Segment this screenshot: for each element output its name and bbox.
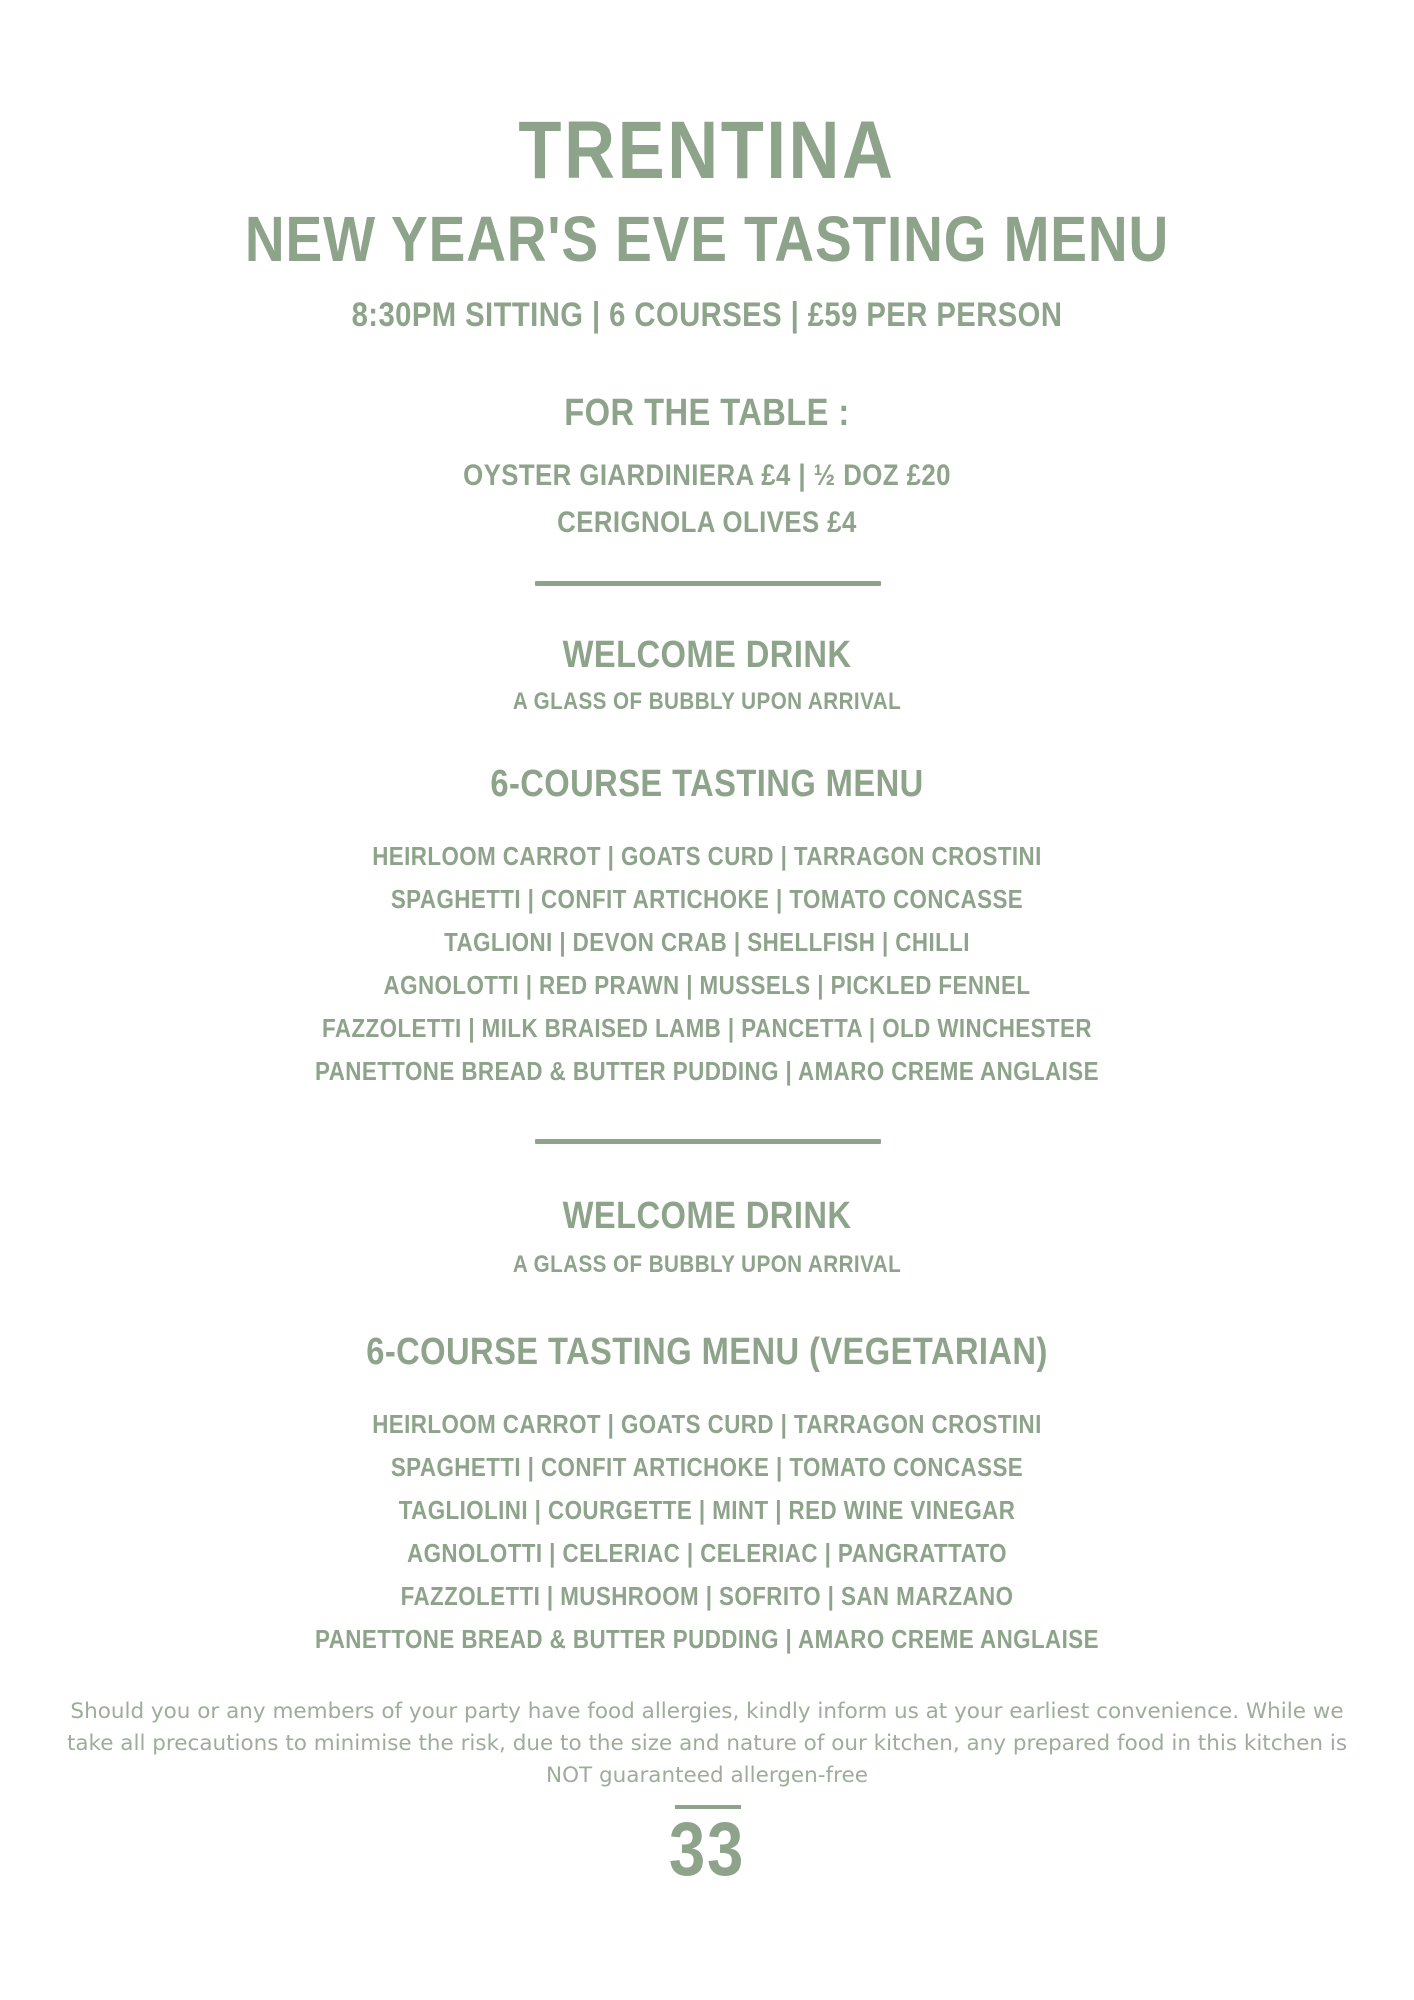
allergy-note: Should you or any members of your party have food allergies, kindly inform us at your earliest convenience. While we take all precautions to minimise the risk, due to the size and nature of our kitchen, any prepared food in this kitchen is NOT guaranteed allergen-free [66, 1699, 1348, 1788]
menu-title-wrap [0, 202, 1414, 276]
sitting-details: 8:30PM SITTING | 6 COURSES | £59 PER PERSON [351, 296, 1063, 334]
welcome-drink-section [0, 634, 1414, 677]
details-wrap [0, 296, 1414, 335]
course-item: PANETTONE BREAD & BUTTER PUDDING | AMARO CREME ANGLAISE [315, 1624, 1099, 1654]
page-number-wrap [0, 1806, 1414, 1893]
course-item: SPAGHETTI | CONFIT ARTICHOKE | TOMATO CONCASSE [390, 1452, 1024, 1482]
course-item: AGNOLOTTI | CELERIAC | CELERIAC | PANGRATTATO [406, 1538, 1008, 1568]
for-the-table-section [0, 392, 1414, 435]
course-item: TAGLIONI | DEVON CRAB | SHELLFISH | CHILLI [444, 927, 970, 957]
vegetarian-menu-courses [0, 1403, 1414, 1661]
course-item: SPAGHETTI | CONFIT ARTICHOKE | TOMATO CONCASSE [390, 884, 1024, 914]
course-item: HEIRLOOM CARROT | GOATS CURD | TARRAGON CROSTINI [372, 841, 1042, 871]
course-item: TAGLIOLINI | COURGETTE | MINT | RED WINE VINEGAR [398, 1495, 1016, 1525]
restaurant-name: TRENTINA [518, 105, 896, 196]
welcome-drink-text-wrap [0, 688, 1414, 716]
for-the-table-item: OYSTER GIARDINIERA £4 | ½ DOZ £20 [463, 459, 951, 492]
for-the-table-heading: FOR THE TABLE : [564, 392, 850, 434]
course-item: FAZZOLETTI | MUSHROOM | SOFRITO | SAN MARZANO [400, 1581, 1014, 1611]
vegetarian-tasting-menu-heading: 6-COURSE TASTING MENU (VEGETARIAN) [366, 1331, 1048, 1373]
welcome-drink-heading: WELCOME DRINK [562, 1195, 852, 1237]
for-the-table-item-wrap-2 [0, 506, 1414, 540]
for-the-table-item-wrap-1 [0, 459, 1414, 493]
tasting-menu-heading-wrap [0, 763, 1414, 806]
section-divider [535, 581, 881, 586]
course-item: PANETTONE BREAD & BUTTER PUDDING | AMARO CREME ANGLAISE [315, 1056, 1099, 1086]
header [0, 104, 1414, 198]
section-divider [535, 1139, 881, 1144]
veg-welcome-drink-text-wrap [0, 1251, 1414, 1279]
tasting-menu-courses [0, 835, 1414, 1093]
course-item: FAZZOLETTI | MILK BRAISED LAMB | PANCETTA | OLD WINCHESTER [322, 1013, 1092, 1043]
course-item: AGNOLOTTI | RED PRAWN | MUSSELS | PICKLED FENNEL [383, 970, 1031, 1000]
menu-title: NEW YEAR'S EVE TASTING MENU [244, 203, 1170, 275]
veg-welcome-drink-section [0, 1195, 1414, 1238]
welcome-drink-text: A GLASS OF BUBBLY UPON ARRIVAL [512, 688, 902, 715]
veg-tasting-menu-heading-wrap [0, 1331, 1414, 1374]
for-the-table-item: CERIGNOLA OLIVES £4 [557, 506, 857, 539]
page-number: 33 [668, 1807, 746, 1892]
tasting-menu-heading: 6-COURSE TASTING MENU [490, 763, 924, 805]
welcome-drink-heading: WELCOME DRINK [562, 634, 852, 676]
course-item: HEIRLOOM CARROT | GOATS CURD | TARRAGON CROSTINI [372, 1409, 1042, 1439]
welcome-drink-text: A GLASS OF BUBBLY UPON ARRIVAL [512, 1251, 902, 1278]
